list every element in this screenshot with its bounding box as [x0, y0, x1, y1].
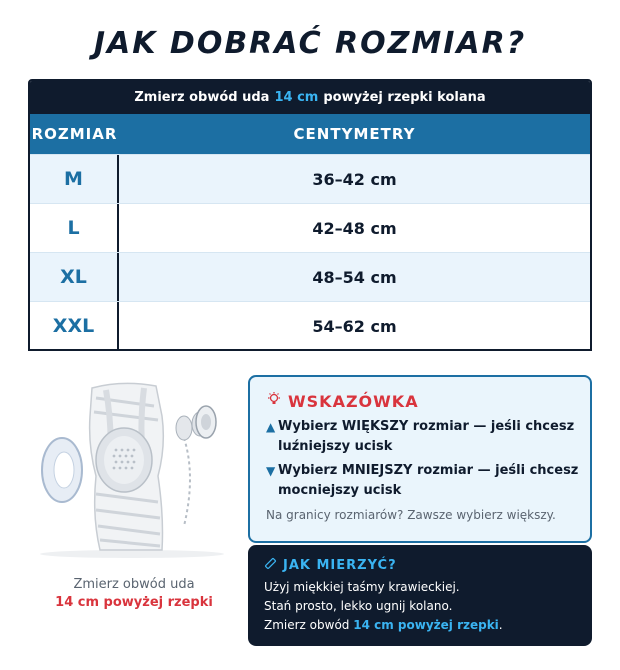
table-row [30, 252, 590, 301]
table-instruction-pre: Zmierz obwód uda [134, 90, 270, 105]
size-table [28, 79, 592, 351]
how-title-text: JAK MIERZYĆ? [283, 558, 397, 573]
tip-item-larger [266, 417, 586, 457]
size-cell: M [30, 155, 119, 203]
tip-title-text: WSKAZÓWKA [288, 391, 419, 411]
size-cell: L [30, 204, 119, 252]
how-step-3-accent: 14 cm powyżej rzepki [353, 618, 499, 632]
table-instruction-accent: 14 cm [274, 90, 319, 105]
cm-cell: 36–42 cm [312, 169, 397, 189]
cm-cell: 42–48 cm [312, 218, 397, 238]
how-step-3-post: . [498, 618, 503, 632]
table-column-headers [30, 114, 590, 154]
tip-title [266, 391, 419, 411]
how-step-3 [264, 618, 503, 632]
page-title: JAK DOBRAĆ ROZMIAR? [93, 26, 527, 61]
table-row [30, 154, 590, 203]
ruler-icon [264, 557, 283, 574]
table-instruction [30, 81, 590, 114]
column-header-cm: CENTYMETRY [293, 125, 416, 143]
image-caption-line2: 14 cm powyżej rzepki [55, 595, 213, 610]
knee-brace-image [34, 376, 230, 560]
how-step-1: Użyj miękkiej taśmy krawieckiej. [264, 580, 460, 594]
tip-note: Na granicy rozmiarów? Zawsze wybierz większy. [266, 508, 556, 522]
how-step-2: Stań prosto, lekko ugnij kolano. [264, 599, 453, 613]
how-step-3-pre: Zmierz obwód [264, 618, 350, 632]
how-to-measure-box [248, 545, 592, 646]
column-header-size: ROZMIAR [31, 125, 118, 143]
tip-item-larger-text: Wybierz WIĘKSZY rozmiar — jeśli chcesz luźniejszy ucisk [278, 419, 575, 454]
image-caption-line1: Zmierz obwód uda [73, 577, 195, 592]
arrow-up-icon: ▲ [266, 420, 276, 434]
tip-item-smaller [266, 461, 586, 501]
image-caption [40, 576, 228, 612]
tip-item-smaller-text: Wybierz MNIEJSZY rozmiar — jeśli chcesz mocniejszy ucisk [278, 463, 579, 498]
tip-box [248, 375, 592, 543]
how-title [264, 557, 397, 574]
size-cell: XXL [30, 302, 119, 350]
cm-cell: 54–62 cm [312, 316, 397, 336]
arrow-down-icon: ▼ [266, 464, 276, 478]
lightbulb-icon [266, 391, 288, 411]
table-instruction-post: powyżej rzepki kolana [323, 90, 486, 105]
size-cell: XL [30, 253, 119, 301]
table-row [30, 301, 590, 350]
table-row [30, 203, 590, 252]
cm-cell: 48–54 cm [312, 267, 397, 287]
table-body [30, 154, 590, 350]
